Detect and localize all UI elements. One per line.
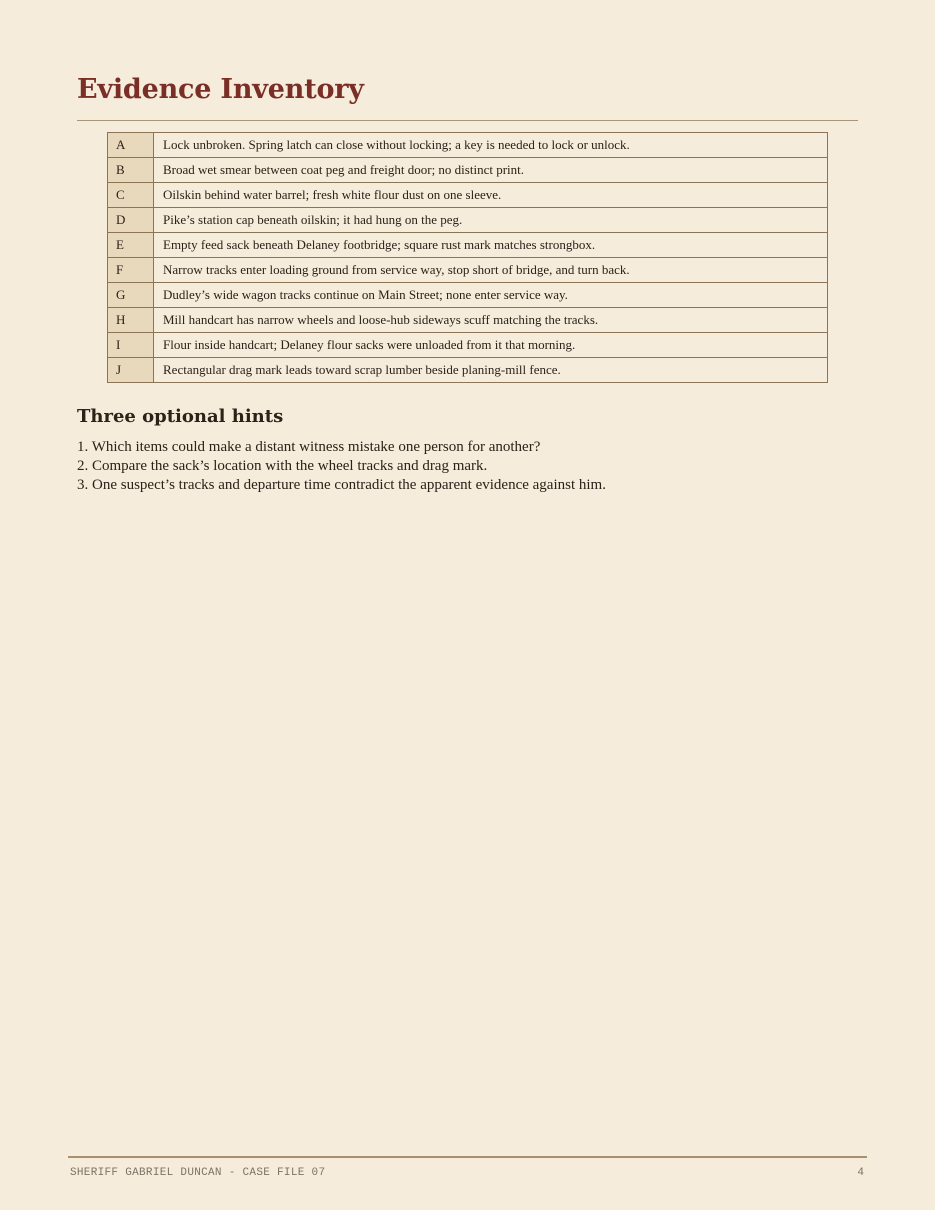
evidence-description: Narrow tracks enter loading ground from service way, stop short of bridge, and turn back. [154,258,828,283]
page-title: Evidence Inventory [77,74,364,105]
evidence-letter: D [108,208,154,233]
hint-item: 1. Which items could make a distant witness mistake one person for another? [77,439,541,455]
evidence-description: Flour inside handcart; Delaney flour sacks were unloaded from it that morning. [154,333,828,358]
table-row [108,333,828,358]
evidence-table [107,132,828,383]
evidence-letter: F [108,258,154,283]
footer-case-label: SHERIFF GABRIEL DUNCAN - CASE FILE 07 [70,1167,326,1179]
table-row [108,258,828,283]
hints-list [77,438,606,495]
evidence-description: Oilskin behind water barrel; fresh white flour dust on one sleeve. [154,183,828,208]
hint-item: 2. Compare the sack’s location with the wheel tracks and drag mark. [77,458,488,474]
evidence-letter: B [108,158,154,183]
evidence-description: Broad wet smear between coat peg and freight door; no distinct print. [154,158,828,183]
evidence-description: Empty feed sack beneath Delaney footbridge; square rust mark matches strongbox. [154,233,828,258]
title-divider [77,120,858,121]
table-row [108,358,828,383]
hint-item: 3. One suspect’s tracks and departure time contradict the apparent evidence against him. [77,477,606,493]
evidence-description: Rectangular drag mark leads toward scrap lumber beside planing-mill fence. [154,358,828,383]
table-row [108,283,828,308]
table-row [108,308,828,333]
page-number: 4 [857,1167,864,1179]
table-row [108,133,828,158]
table-row [108,208,828,233]
evidence-description: Mill handcart has narrow wheels and loose-hub sideways scuff matching the tracks. [154,308,828,333]
evidence-description: Lock unbroken. Spring latch can close without locking; a key is needed to lock or unlock. [154,133,828,158]
table-row [108,233,828,258]
evidence-letter: J [108,358,154,383]
evidence-letter: H [108,308,154,333]
evidence-letter: C [108,183,154,208]
table-row [108,158,828,183]
evidence-letter: A [108,133,154,158]
evidence-letter: G [108,283,154,308]
evidence-letter: E [108,233,154,258]
footer-divider [68,1156,867,1158]
evidence-description: Dudley’s wide wagon tracks continue on Main Street; none enter service way. [154,283,828,308]
hints-heading: Three optional hints [77,406,284,427]
table-row [108,183,828,208]
evidence-description: Pike’s station cap beneath oilskin; it had hung on the peg. [154,208,828,233]
evidence-letter: I [108,333,154,358]
